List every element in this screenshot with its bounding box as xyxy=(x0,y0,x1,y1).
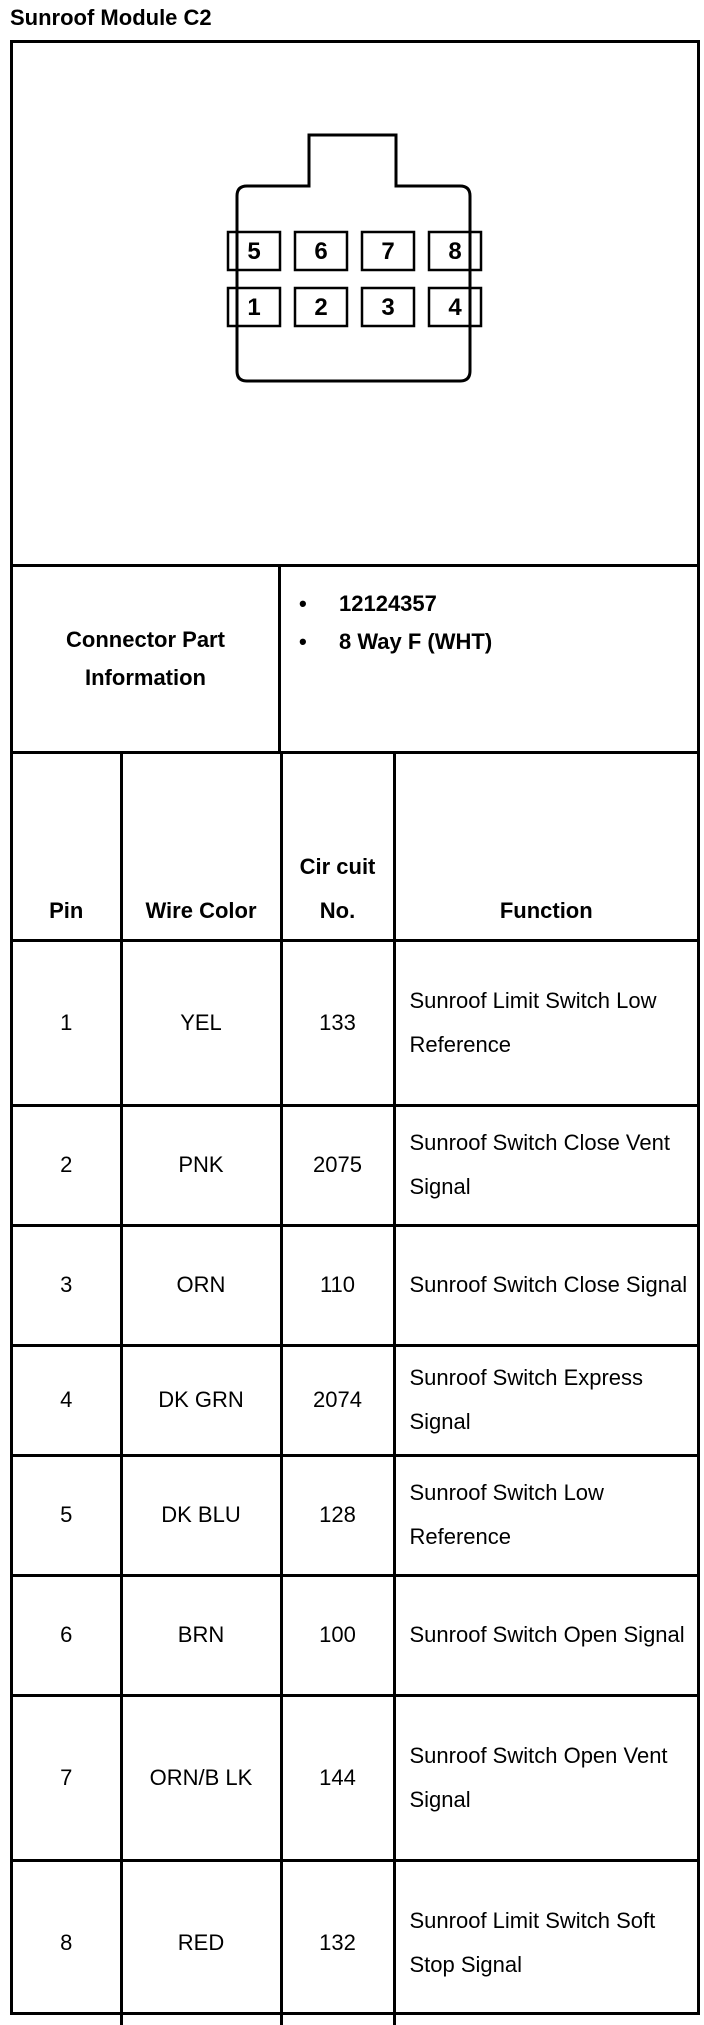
pin-cell xyxy=(362,288,414,326)
circuit-number-cell: 100 xyxy=(281,1575,394,1695)
header-pin: Pin xyxy=(13,754,121,940)
wire-color-cell: YEL xyxy=(121,940,281,1105)
function-cell: Sunroof Limit Switch Soft Stop Signal xyxy=(394,1860,697,2025)
table-row xyxy=(13,1695,697,1860)
circuit-number-cell: 133 xyxy=(281,940,394,1105)
wire-color-cell: DK GRN xyxy=(121,1345,281,1455)
pin-cell-value: 6 xyxy=(13,1575,121,1695)
pin-number-label: 5 xyxy=(247,238,261,265)
pinout-table-body xyxy=(13,940,697,2025)
pin-number-label: 2 xyxy=(314,294,328,321)
pin-cell xyxy=(362,232,414,270)
pin-cell xyxy=(295,288,347,326)
function-cell: Sunroof Switch Low Reference xyxy=(394,1455,697,1575)
table-row xyxy=(13,1455,697,1575)
part-number: • 12124357 xyxy=(299,585,697,623)
page-title: Sunroof Module C2 xyxy=(10,5,212,30)
wire-color-cell: PNK xyxy=(121,1105,281,1225)
pin-cell xyxy=(429,232,481,270)
pin-cell-value: 3 xyxy=(13,1225,121,1345)
pin-number-label: 3 xyxy=(381,294,395,321)
pin-row-bottom xyxy=(228,288,481,326)
table-row xyxy=(13,940,697,1105)
circuit-number-cell: 2075 xyxy=(281,1105,394,1225)
wire-color-cell: BRN xyxy=(121,1575,281,1695)
table-row xyxy=(13,1225,697,1345)
connector-type: • 8 Way F (WHT) xyxy=(299,623,697,661)
connector-part-information xyxy=(13,567,697,754)
connector-sheet xyxy=(10,40,700,2015)
function-cell: Sunroof Switch Express Signal xyxy=(394,1345,697,1455)
pin-cell xyxy=(295,232,347,270)
table-row xyxy=(13,1575,697,1695)
circuit-number-cell: 132 xyxy=(281,1860,394,2025)
circuit-number-cell: 128 xyxy=(281,1455,394,1575)
pin-number-label: 8 xyxy=(448,238,462,265)
table-row xyxy=(13,1345,697,1455)
connector-info-list xyxy=(281,567,697,751)
pin-cell-value: 5 xyxy=(13,1455,121,1575)
wire-color-cell: ORN/B LK xyxy=(121,1695,281,1860)
circuit-number-cell: 110 xyxy=(281,1225,394,1345)
circuit-number-cell: 144 xyxy=(281,1695,394,1860)
connector-info-label: Connector Part Information xyxy=(13,567,281,751)
wire-color-cell: RED xyxy=(121,1860,281,2025)
pin-row-top xyxy=(228,232,481,270)
table-header-row xyxy=(13,754,697,940)
connector-outline xyxy=(237,135,470,381)
function-cell: Sunroof Switch Open Vent Signal xyxy=(394,1695,697,1860)
wire-color-cell: DK BLU xyxy=(121,1455,281,1575)
pin-cell-value: 2 xyxy=(13,1105,121,1225)
pin-cell xyxy=(429,288,481,326)
table-row xyxy=(13,1860,697,2025)
function-cell: Sunroof Switch Close Signal xyxy=(394,1225,697,1345)
wire-color-cell: ORN xyxy=(121,1225,281,1345)
circuit-number-cell: 2074 xyxy=(281,1345,394,1455)
header-wire-color: Wire Color xyxy=(121,754,281,940)
pin-number-label: 1 xyxy=(247,294,261,321)
function-cell: Sunroof Switch Close Vent Signal xyxy=(394,1105,697,1225)
pin-cell-value: 8 xyxy=(13,1860,121,2025)
pin-number-label: 7 xyxy=(381,238,395,265)
header-function: Function xyxy=(394,754,697,940)
pin-number-label: 4 xyxy=(448,294,462,321)
function-cell: Sunroof Limit Switch Low Reference xyxy=(394,940,697,1105)
pin-number-label: 6 xyxy=(314,238,328,265)
pin-cell-value: 4 xyxy=(13,1345,121,1455)
pin-cell-value: 1 xyxy=(13,940,121,1105)
pinout-table xyxy=(13,754,697,2025)
table-row xyxy=(13,1105,697,1225)
connector-face-illustration xyxy=(13,43,697,567)
header-circuit-number: Cir cuit No. xyxy=(281,754,394,940)
pin-cell-value: 7 xyxy=(13,1695,121,1860)
function-cell: Sunroof Switch Open Signal xyxy=(394,1575,697,1695)
connector-diagram xyxy=(13,43,697,567)
